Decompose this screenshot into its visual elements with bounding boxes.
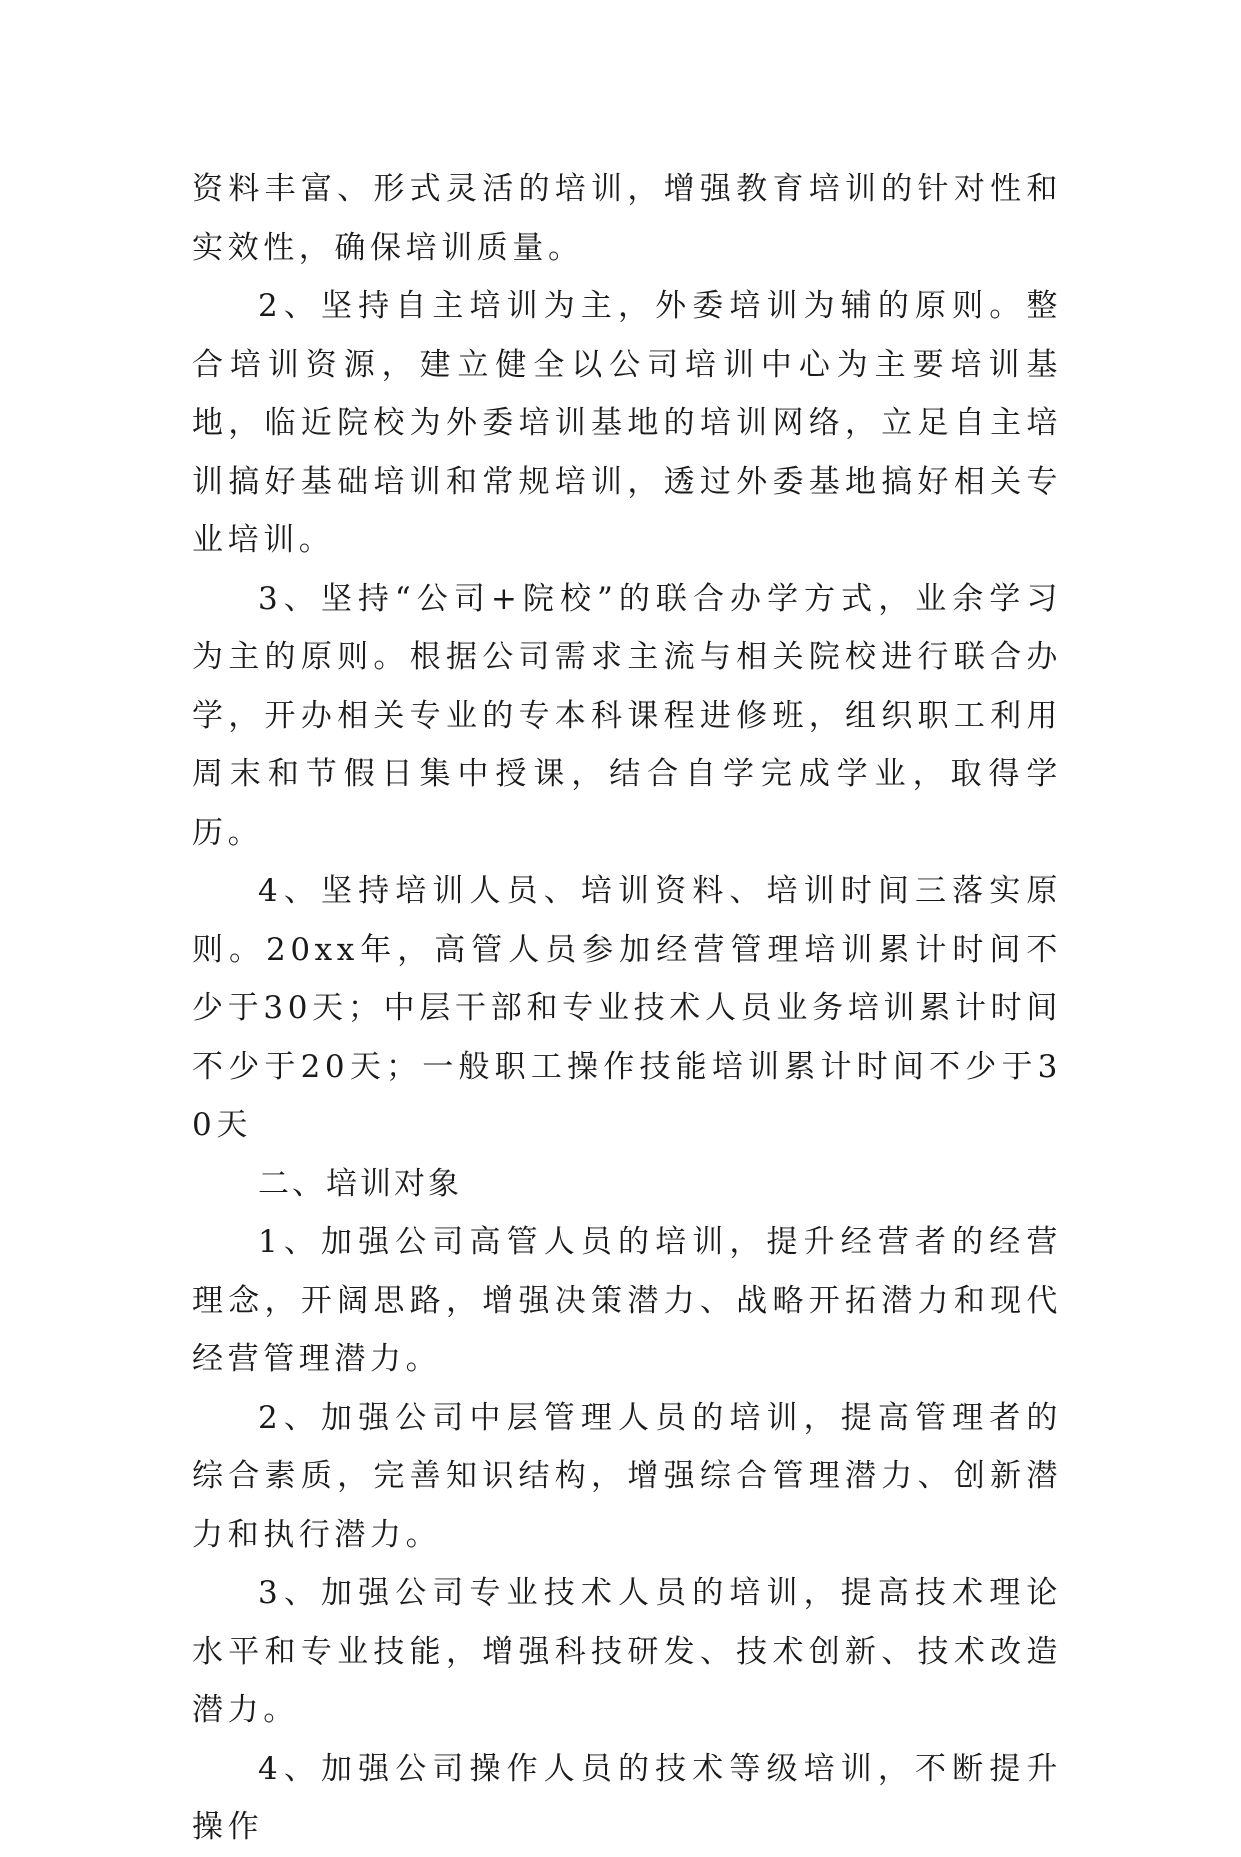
paragraph-principle-2: 2、坚持自主培训为主，外委培训为辅的原则。整合培训资源，建立健全以公司培训中心为主要培训基地，临近院校为外委培训基地的培训网络，立足自主培训搞好基础培训和常规培训，透过外委基地搞好相关专业培训。 [192,288,1062,558]
paragraph-target-3: 3、加强公司专业技术人员的培训，提高技术理论水平和专业技能，增强科技研发、技术创新、技术改造潜力。 [192,1575,1062,1728]
paragraph-continued: 资料丰富、形式灵活的培训，增强教育培训的针对性和实效性，确保培训质量。 [192,171,1062,266]
document-body [192,160,1062,1857]
paragraph-target-4: 4、加强公司操作人员的技术等级培训，不断提升操作 [192,1750,1062,1845]
paragraph-principle-4: 4、坚持培训人员、培训资料、培训时间三落实原则。20xx年，高管人员参加经营管理培训累计时间不少于30天；中层干部和专业技术人员业务培训累计时间不少于20天；一般职工操作技能培训累计时间不少于30天 [192,873,1062,1143]
paragraph-principle-3: 3、坚持“公司+院校”的联合办学方式，业余学习为主的原则。根据公司需求主流与相关院校进行联合办学，开办相关专业的专本科课程进修班，组织职工利用周末和节假日集中授课，结合自学完成学业，取得学历。 [192,580,1062,851]
paragraph-target-1: 1、加强公司高管人员的培训，提升经营者的经营理念，开阔思路，增强决策潜力、战略开拓潜力和现代经营管理潜力。 [192,1224,1062,1377]
paragraph-target-2: 2、加强公司中层管理人员的培训，提高管理者的综合素质，完善知识结构，增强综合管理潜力、创新潜力和执行潜力。 [192,1399,1062,1553]
section-heading-training-targets: 二、培训对象 [258,1165,462,1202]
